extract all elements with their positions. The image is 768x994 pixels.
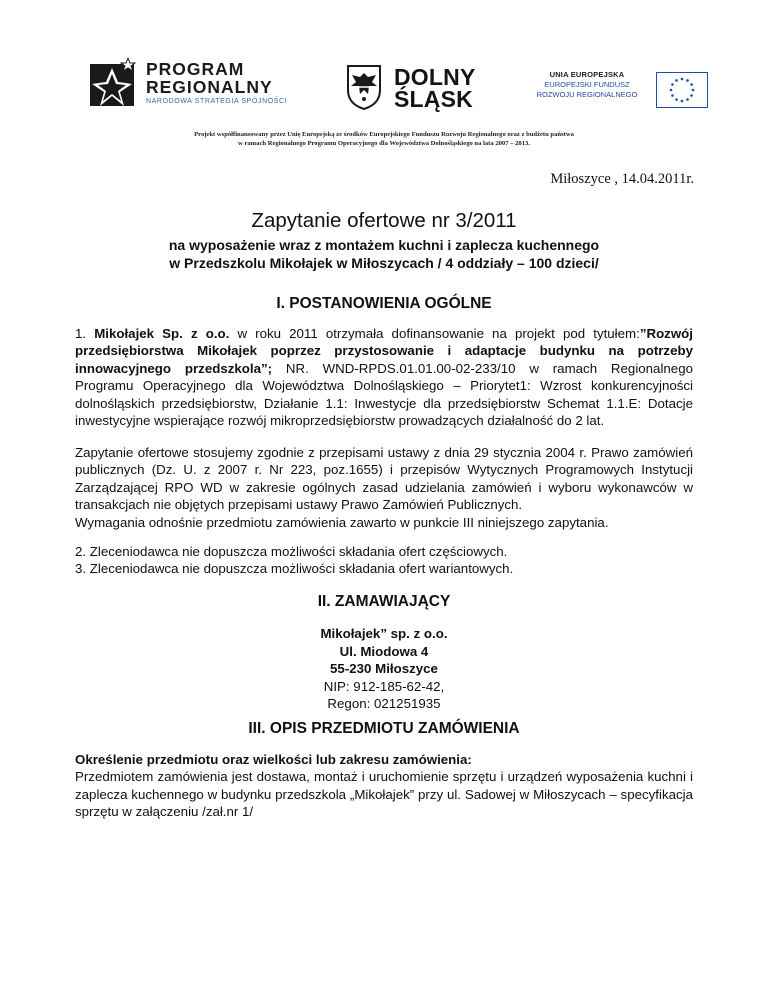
- eu-star-icon: [692, 89, 695, 92]
- eu-star-icon: [681, 100, 684, 103]
- section-2-heading: II. ZAMAWIAJĄCY: [317, 593, 451, 610]
- eu-line-2: EUROPEJSKI FUNDUSZ: [544, 80, 630, 89]
- section-3-text: Przedmiotem zamówienia jest dostawa, montaż i uruchomienie sprzętu i urządzeń wyposażenia kuchni i zaplecza kuchennego w budynku przedszkola „Mikołajek” przy ul. Sadowej w Miłoszycach – specyfikacja sprzętu w załączeniu /zał.nr 1/: [75, 769, 693, 820]
- program-line: PROGRAM: [146, 59, 245, 79]
- page-subtitle: [0, 236, 768, 272]
- section-1-item-3: 3. Zleceniodawca nie dopuszcza możliwości składania ofert wariantowych.: [75, 561, 514, 577]
- dolny-line: DOLNY: [394, 64, 476, 90]
- p1-number: 1.: [75, 326, 95, 341]
- buyer-regon: Regon: 021251935: [327, 696, 441, 712]
- regionalny-line: REGIONALNY: [146, 77, 273, 97]
- nss-line: NARODOWA STRATEGIA SPÓJNOŚCI: [146, 98, 288, 105]
- funding-line-1: Projekt współfinansowany przez Unię Europejską ze środków Europejskiego Funduszu Rozwoju Regionalnego oraz z budżetu państwa: [194, 131, 574, 138]
- p1-text-b: NR. WND-RPDS.01.01.00-02-233/10 w ramach Regionalnego Programu Operacyjnego dla Województwa Dolnośląskiego – Priorytet1: Wzrost konkurencyjności dolnośląskich przedsiębiorstw, Działanie 1.1: Inwestycje dla przedsiębiorstw Schemat 1.1.E: Dotacje inwestycyjne wspierające rozwój mikroprzedsiębiorstw prowadzących działalność do 2 lat.: [75, 360, 693, 429]
- eu-flag-icon: [656, 72, 708, 108]
- eu-star-icon: [686, 79, 689, 82]
- eu-star-icon: [690, 94, 693, 97]
- section-1-paragraph-1: [75, 325, 693, 429]
- eu-star-icon: [675, 98, 678, 101]
- eu-line-3: ROZWOJU REGIONALNEGO: [536, 90, 638, 99]
- subtitle-line-2: w Przedszkolu Mikołajek w Miłoszycach / 4 oddziały – 100 dzieci/: [169, 255, 599, 271]
- place-date: Miłoszyce , 14.04.2011r.: [550, 171, 694, 187]
- eu-star-icon: [690, 83, 693, 86]
- eu-star-icon: [671, 83, 674, 86]
- p2-text: Zapytanie ofertowe stosujemy zgodnie z przepisami ustawy z dnia 29 stycznia 2004 r. Prawo zamówień publicznych (Dz. U. z 2007 r. Nr 223, poz.1655) i przepisów Wytycznych Programowych Instytucji Zarządzającej RPO WD w zakresie ogólnych zasad udzielania zamówień i wyboru wykonawców w transakcjach nie objętych przepisami ustawy Prawo Zamówień Publicznych.: [75, 445, 693, 513]
- buyer-city: 55-230 Miłoszyce: [330, 661, 438, 677]
- slask-line: ŚLĄSK: [394, 86, 473, 112]
- program-regionalny-logo: [88, 54, 298, 116]
- header-logos: [0, 0, 768, 130]
- section-1-heading: I. POSTANOWIENIA OGÓLNE: [276, 295, 492, 312]
- section-1-item-2: 2. Zleceniodawca nie dopuszcza możliwości składania ofert częściowych.: [75, 544, 508, 559]
- section-1-items: [75, 543, 693, 578]
- eu-star-icon: [686, 98, 689, 101]
- eu-star-icon: [681, 78, 684, 81]
- section-3-heading: III. OPIS PRZEDMIOTU ZAMÓWIENIA: [248, 720, 520, 737]
- section-1-paragraph-2: [75, 444, 693, 531]
- dolny-slask-logo: [346, 64, 486, 116]
- eu-star-icon: [671, 94, 674, 97]
- p1-project-title: ”Rozwój przedsiębiorstwa Mikołajek poprzez przystosowanie i adaptacje budynku na potrzeby innowacyjnego przedszkola”;: [75, 326, 693, 376]
- eagle-crest-icon: [346, 64, 382, 110]
- eu-logo: [528, 70, 708, 112]
- eu-star-icon: [670, 89, 673, 92]
- funding-line-2: w ramach Regionalnego Programu Operacyjnego dla Województwa Dolnośląskiego na lata 2007 – 2013.: [238, 140, 530, 147]
- funding-note: [80, 130, 688, 148]
- section-3-paragraph: [75, 751, 693, 821]
- eu-line-1: UNIA EUROPEJSKA: [549, 70, 625, 79]
- p1-text-a: w roku 2011 otrzymała dofinansowanie na projekt pod tytułem:: [229, 326, 640, 341]
- buyer-address: [0, 625, 768, 713]
- buyer-name: Mikołajek” sp. z o.o.: [320, 626, 448, 641]
- p2-last-line: Wymagania odnośnie przedmiotu zamówienia zawarto w punkcie III niniejszego zapytania.: [75, 514, 609, 530]
- eu-star-icon: [675, 79, 678, 82]
- page-title: Zapytanie ofertowe nr 3/2011: [251, 209, 517, 232]
- program-regionalny-star-icon: [88, 58, 140, 108]
- p1-company: Mikołajek Sp. z o.o.: [94, 326, 230, 341]
- buyer-street: Ul. Miodowa 4: [339, 643, 429, 659]
- section-3-subheading: Określenie przedmiotu oraz wielkości lub zakresu zamówienia:: [75, 752, 472, 767]
- subtitle-line-1: na wyposażenie wraz z montażem kuchni i zaplecza kuchennego: [168, 237, 600, 253]
- buyer-nip: NIP: 912-185-62-42,: [323, 678, 445, 694]
